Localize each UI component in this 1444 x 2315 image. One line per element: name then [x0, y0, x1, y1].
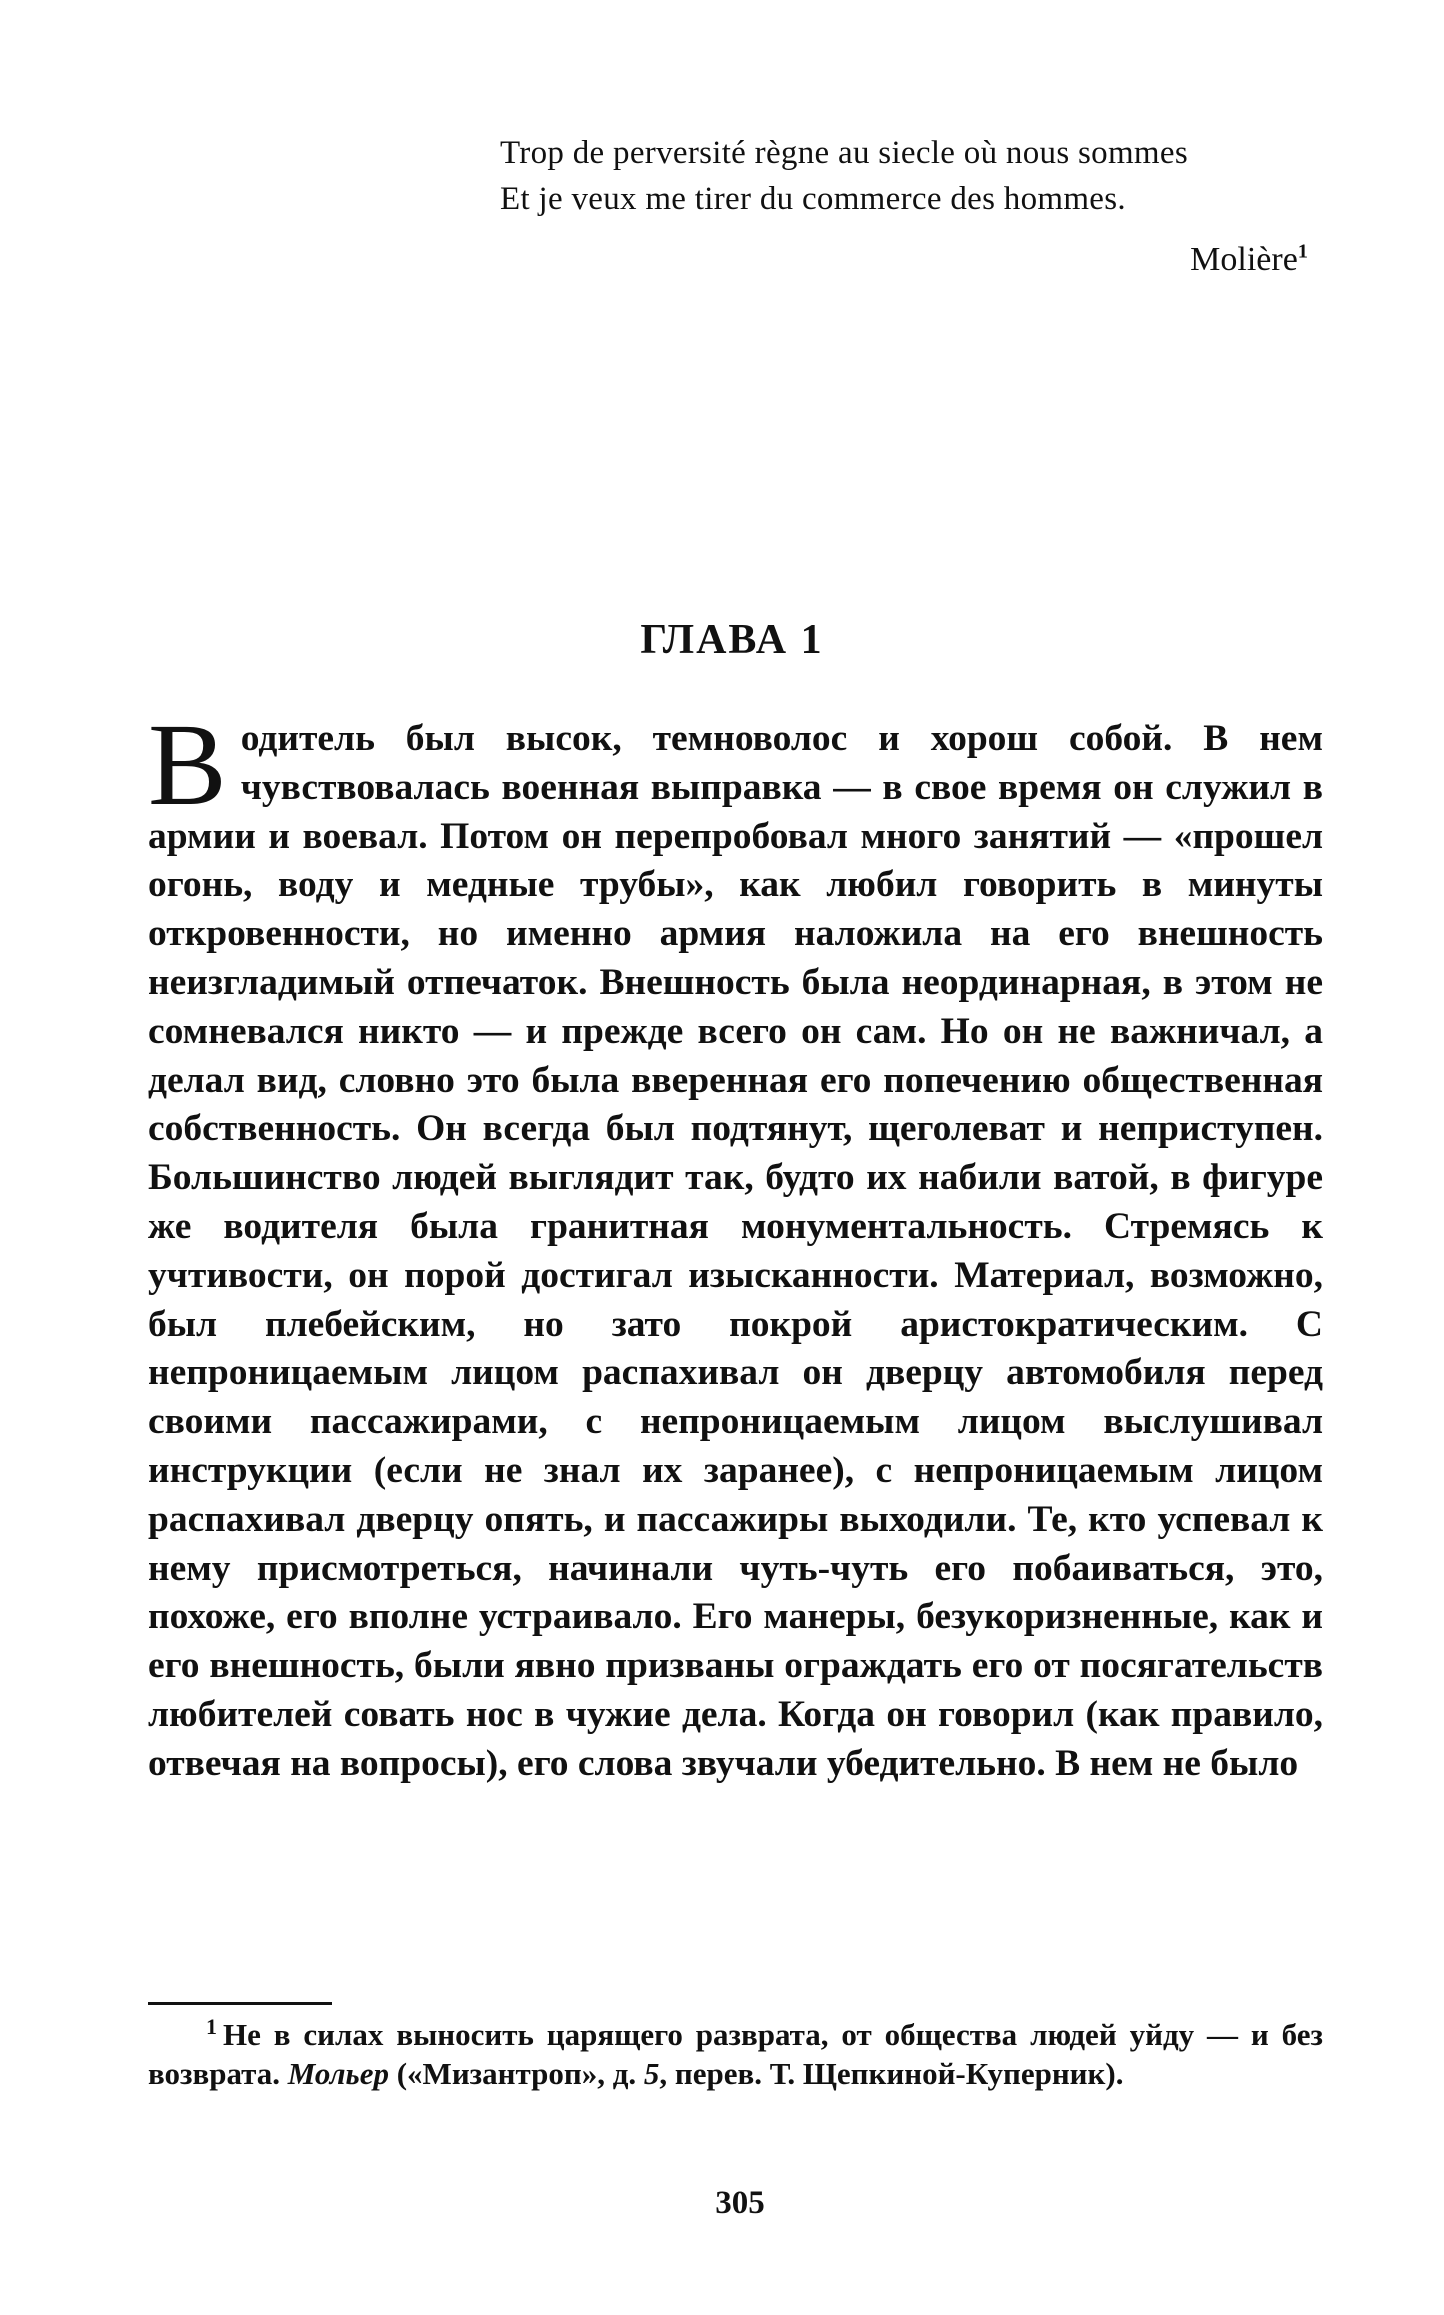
- footnote-text-mid: («Мизантроп», д.: [388, 2056, 644, 2091]
- footnote-author: Мольер: [287, 2056, 389, 2091]
- body-text: одитель был высок, темноволос и хорош собой. В нем чувствовалась военная выправка — в свое время он служил в армии и воевал. Потом он перепробовал много занятий — «прошел огонь, воду и медные трубы», как любил говорить в минуты откровенности, но именно армия наложила на его внешность неизгладимый отпечаток. Внешность была неординарная, в этом не сомневался никто — и прежде всего он сам. Но он не важничал, а делал вид, словно это была вверенная его попечению общественная собственность. Он всегда был подтянут, щеголеват и неприступен. Большинство людей выглядит так, будто их набили ватой, в фигуре же водителя была гранитная монументальность. Стремясь к учтивости, он порой достигал изысканности. Материал, возможно, был плебейским, но зато покрой аристократическим. С непроницаемым лицом распахивал он дверцу автомобиля перед своими пассажирами, с непроницаемым лицом выслушивал инструкции (если не знал их заранее), с непроницаемым лицом распахивал дверцу опять, и пассажиры выходили. Те, кто успевал к нему присмотреться, начинали чуть-чуть его побаиваться, это, похоже, его вполне устраивало. Его манеры, безукоризненные, как и его внешность, были явно призваны ограждать его от посягательств любителей совать нос в чужие дела. Когда он говорил (как правило, отвечая на вопросы), его слова звучали убедительно. В нем не было: [148, 718, 1323, 1784]
- footnote-mark: 1: [206, 2013, 217, 2039]
- footnote-reference[interactable]: 1: [1297, 240, 1308, 263]
- footnote-text-end: , перев. Т. Щепкиной-Куперник).: [659, 2056, 1124, 2091]
- body-paragraph: [148, 699, 1323, 1789]
- epigraph-line-2: Et je veux me tirer du commerce des hommes.: [500, 181, 1126, 217]
- epigraph-author: [500, 236, 1320, 284]
- footnote-text-start: Не в силах выносить царящего разврата, от общества людей уйду — и без возврата.: [148, 2017, 1323, 2091]
- epigraph: [500, 130, 1320, 284]
- page-number: 305: [715, 2185, 765, 2221]
- footnote: [148, 2015, 1323, 2093]
- footnote-divider: [148, 2002, 332, 2005]
- epigraph-author-name: Molière: [1190, 241, 1298, 278]
- chapter-title: ГЛАВА 1: [640, 617, 824, 663]
- epigraph-line-1: Trop de perversité règne au siecle où nous sommes: [500, 135, 1188, 171]
- drop-cap: В: [148, 699, 227, 830]
- footnote-act: 5: [643, 2056, 660, 2091]
